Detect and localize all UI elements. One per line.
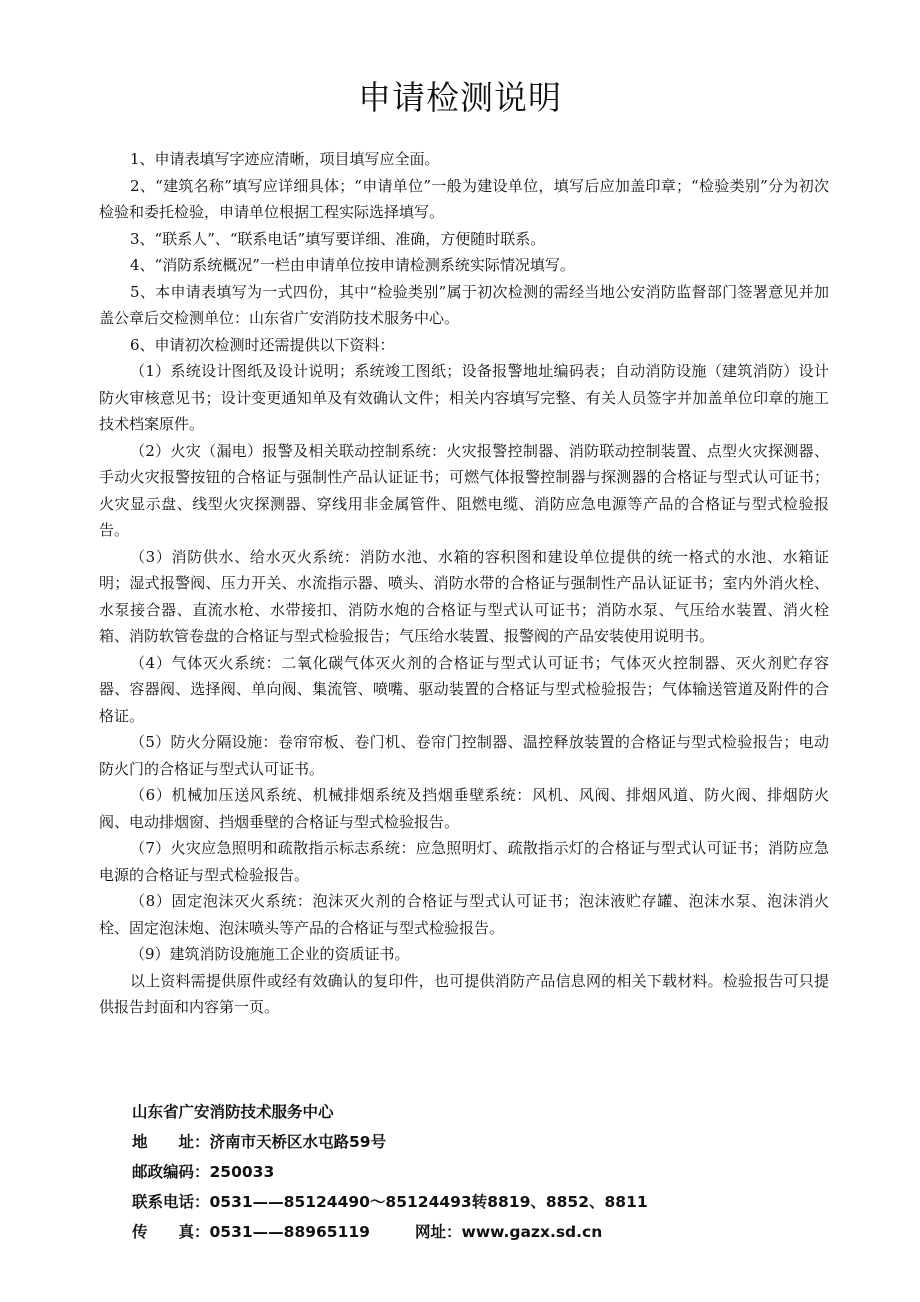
page-title: 申请检测说明 xyxy=(358,78,562,117)
fax-row xyxy=(132,1217,832,1247)
paragraph-6: 6、申请初次检测时还需提供以下资料： xyxy=(130,335,395,354)
website-link[interactable]: www.gazx.sd.cn xyxy=(461,1223,603,1241)
postcode-row xyxy=(132,1157,832,1187)
contact-footer xyxy=(132,1097,832,1247)
org-name: 山东省广安消防技术服务中心 xyxy=(132,1103,334,1121)
paragraph-2: 2、“建筑名称”填写应详细具体；“申请单位”一般为建设单位，填写后应加盖印章；“检验类别”分为初次检验和委托检验，申请单位根据工程实际选择填写。 xyxy=(99,176,829,221)
paragraph-4: 4、“消防系统概况”一栏由申请单位按申请检测系统实际情况填写。 xyxy=(130,256,575,274)
phone-value: 0531——85124490～85124493转8819、8852、8811 xyxy=(209,1193,648,1211)
material-item-3: （3）消防供水、给水灭火系统：消防水池、水箱的容积图和建设单位提供的统一格式的水池、水箱证明；湿式报警阀、压力开关、水流指示器、喷头、消防水带的合格证与强制性产品认证证书；室内外消火栓、水泵接合器、直流水枪、水带接扣、消防水炮的合格证与型式认可证书；消防水泵、气压给水装置、消火栓箱、消防软管卷盘的合格证与型式检验报告；气压给水装置、报警阀的产品安装使用说明书。 xyxy=(99,547,829,645)
material-item-8: （8）固定泡沫灭火系统：泡沫灭火剂的合格证与型式认可证书；泡沫液贮存罐、泡沫水泵、泡沫消火栓、固定泡沫炮、泡沫喷头等产品的合格证与型式检验报告。 xyxy=(99,892,829,937)
postcode-value: 250033 xyxy=(209,1163,275,1181)
fax-value: 0531——88965119 xyxy=(209,1223,370,1241)
material-item-1: （1）系统设计图纸及设计说明；系统竣工图纸；设备报警地址编码表；自动消防设施（建筑消防）设计防火审核意见书；设计变更通知单及有效确认文件；相关内容填写完整、有关人员签字并加盖单位印章的施工技术档案原件。 xyxy=(99,362,829,433)
document-body xyxy=(99,146,829,1021)
closing-note: 以上资料需提供原件或经有效确认的复印件，也可提供消防产品信息网的相关下载材料。检验报告可只提供报告封面和内容第一页。 xyxy=(99,971,829,1016)
address-label: 地 址： xyxy=(132,1133,210,1151)
material-item-7: （7）火灾应急照明和疏散指示标志系统：应急照明灯、疏散指示灯的合格证与型式认可证书；消防应急电源的合格证与型式检验报告。 xyxy=(99,839,829,884)
address-row xyxy=(132,1127,832,1157)
website xyxy=(415,1217,602,1247)
phone-row xyxy=(132,1187,832,1217)
phone-label: 联系电话： xyxy=(132,1193,210,1211)
material-item-6: （6）机械加压送风系统、机械排烟系统及挡烟垂壁系统：风机、风阀、排烟风道、防火阀、排烟防火阀、电动排烟窗、挡烟垂壁的合格证与型式检验报告。 xyxy=(99,786,829,831)
postcode-label: 邮政编码： xyxy=(132,1163,210,1181)
material-item-9: （9）建筑消防设施施工企业的资质证书。 xyxy=(130,945,410,963)
material-item-4: （4）气体灭火系统：二氧化碳气体灭火剂的合格证与型式认可证书；气体灭火控制器、灭火剂贮存容器、容器阀、选择阀、单向阀、集流管、喷嘴、驱动装置的合格证与型式检验报告；气体输送管道及附件的合格证。 xyxy=(99,653,829,725)
paragraph-5: 5、本申请表填写为一式四份，其中“检验类别”属于初次检测的需经当地公安消防监督部门签署意见并加盖公章后交检测单位：山东省广安消防技术服务中心。 xyxy=(99,282,829,327)
material-item-2: （2）火灾（漏电）报警及相关联动控制系统：火灾报警控制器、消防联动控制装置、点型火灾探测器、手动火灾报警按钮的合格证与强制性产品认证证书；可燃气体报警控制器与探测器的合格证与型式认可证书；火灾显示盘、线型火灾探测器、穿线用非金属管件、阻燃电缆、消防应急电源等产品的合格证与型式检验报告。 xyxy=(99,441,829,539)
website-label: 网址： xyxy=(415,1223,462,1241)
paragraph-3: 3、“联系人”、“联系电话”填写要详细、准确，方便随时联系。 xyxy=(130,229,546,248)
material-item-5: （5）防火分隔设施：卷帘帘板、卷门机、卷帘门控制器、温控释放装置的合格证与型式检验报告；电动防火门的合格证与型式认可证书。 xyxy=(99,733,829,778)
paragraph-1: 1、申请表填写字迹应清晰，项目填写应全面。 xyxy=(130,150,440,168)
address-value: 济南市天桥区水屯路59号 xyxy=(209,1133,387,1151)
fax-label: 传 真： xyxy=(132,1223,210,1241)
